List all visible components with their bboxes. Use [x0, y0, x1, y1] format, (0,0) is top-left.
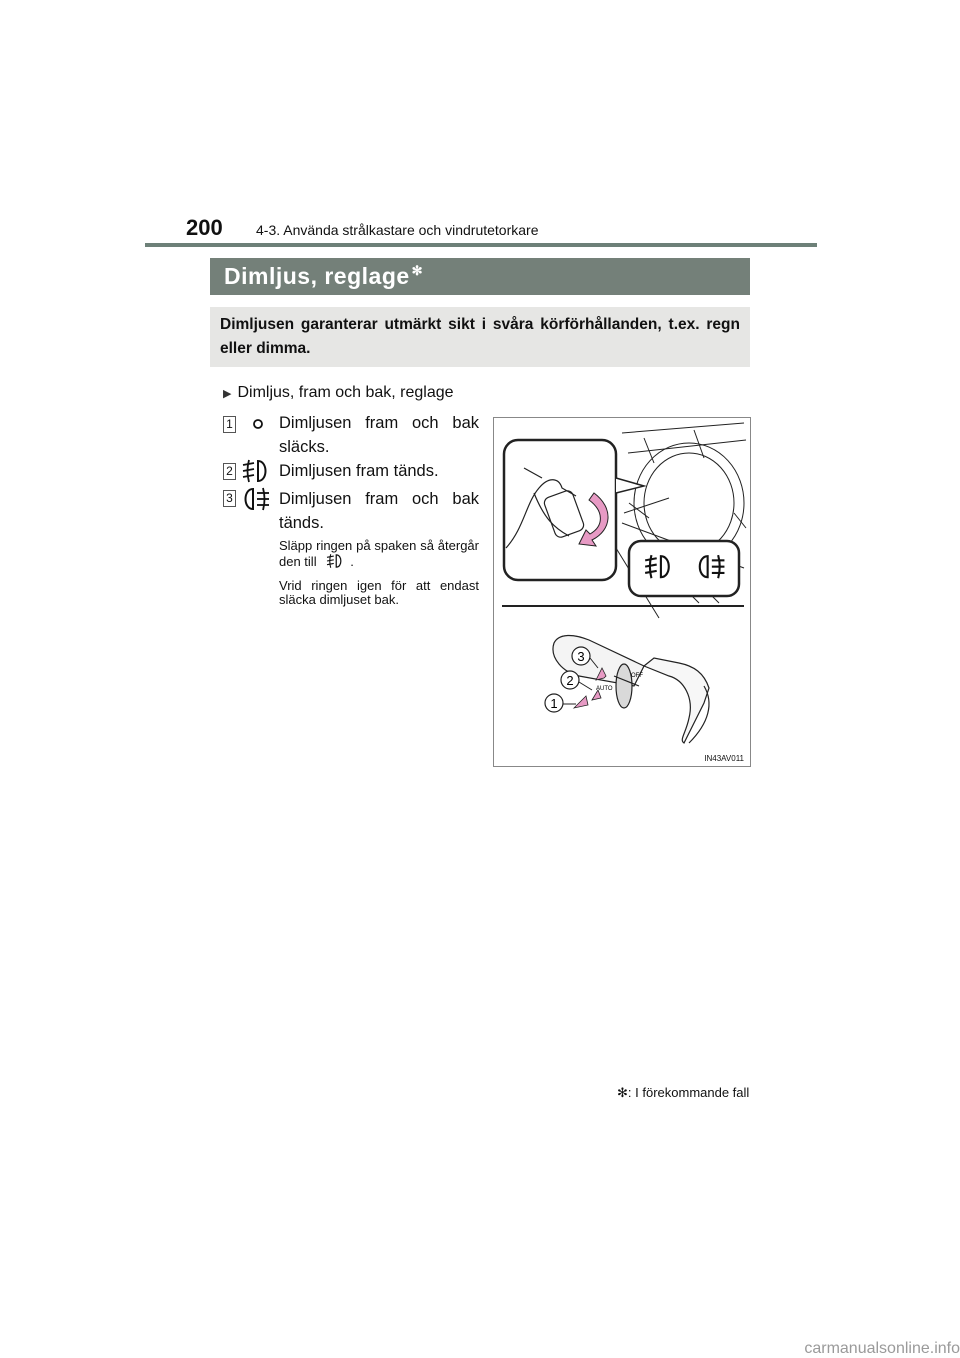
section-title: 4-3. Använda strålkastare och vindrutetorkare	[256, 222, 539, 238]
figure-code: IN43AV011	[704, 754, 744, 763]
note-release	[279, 539, 479, 569]
heading-bar	[210, 258, 750, 295]
footnote-text: : I förekommande fall	[627, 1085, 750, 1100]
item-text-1: Dimljusen fram och bak släcks.	[279, 414, 479, 456]
note-rotate: Vrid ringen igen för att endast släcka dimljuset bak.	[279, 578, 479, 607]
page-number: 200	[186, 215, 223, 240]
footnote	[617, 1085, 749, 1101]
front-fog-light-icon	[240, 458, 272, 484]
bullet-marker-icon: ▶	[223, 388, 232, 400]
item-number-2: 2	[223, 463, 236, 480]
intro-text: Dimljusen garanterar utmärkt sikt i svåra körförhållanden, t.ex. regn eller dimma.	[220, 316, 740, 357]
footnote-star: ✻	[617, 1085, 628, 1100]
page-title-text: Dimljus, reglage	[224, 263, 410, 289]
figure-illustration	[493, 417, 751, 767]
callout-2: 2	[566, 673, 574, 688]
availability-star: ✻	[411, 263, 424, 279]
fog-light-switch-illustration	[494, 418, 750, 766]
item-text-2: Dimljusen fram tänds.	[279, 462, 439, 480]
note-release-text: Släpp ringen på spaken så återgår den till	[279, 538, 479, 569]
bullet-text: Dimljus, fram och bak, reglage	[237, 384, 454, 401]
switch-auto-label: AUTO	[596, 686, 613, 692]
rear-fog-light-icon	[240, 486, 272, 512]
header-rule	[145, 243, 817, 247]
item-number-3: 3	[223, 490, 236, 507]
note-release-end: .	[350, 554, 354, 569]
switch-off-label: OFF	[631, 673, 643, 679]
item-number-1: 1	[223, 416, 236, 433]
watermark: carmanualsonline.info	[804, 1340, 960, 1357]
callout-3: 3	[577, 649, 585, 664]
callout-1: 1	[550, 696, 558, 711]
item-text-3: Dimljusen fram och bak tänds.	[279, 490, 479, 532]
page-title	[224, 263, 423, 290]
off-icon	[248, 415, 268, 433]
intro-box	[210, 307, 750, 367]
front-fog-light-icon	[324, 553, 346, 569]
bullet-heading	[223, 384, 454, 402]
